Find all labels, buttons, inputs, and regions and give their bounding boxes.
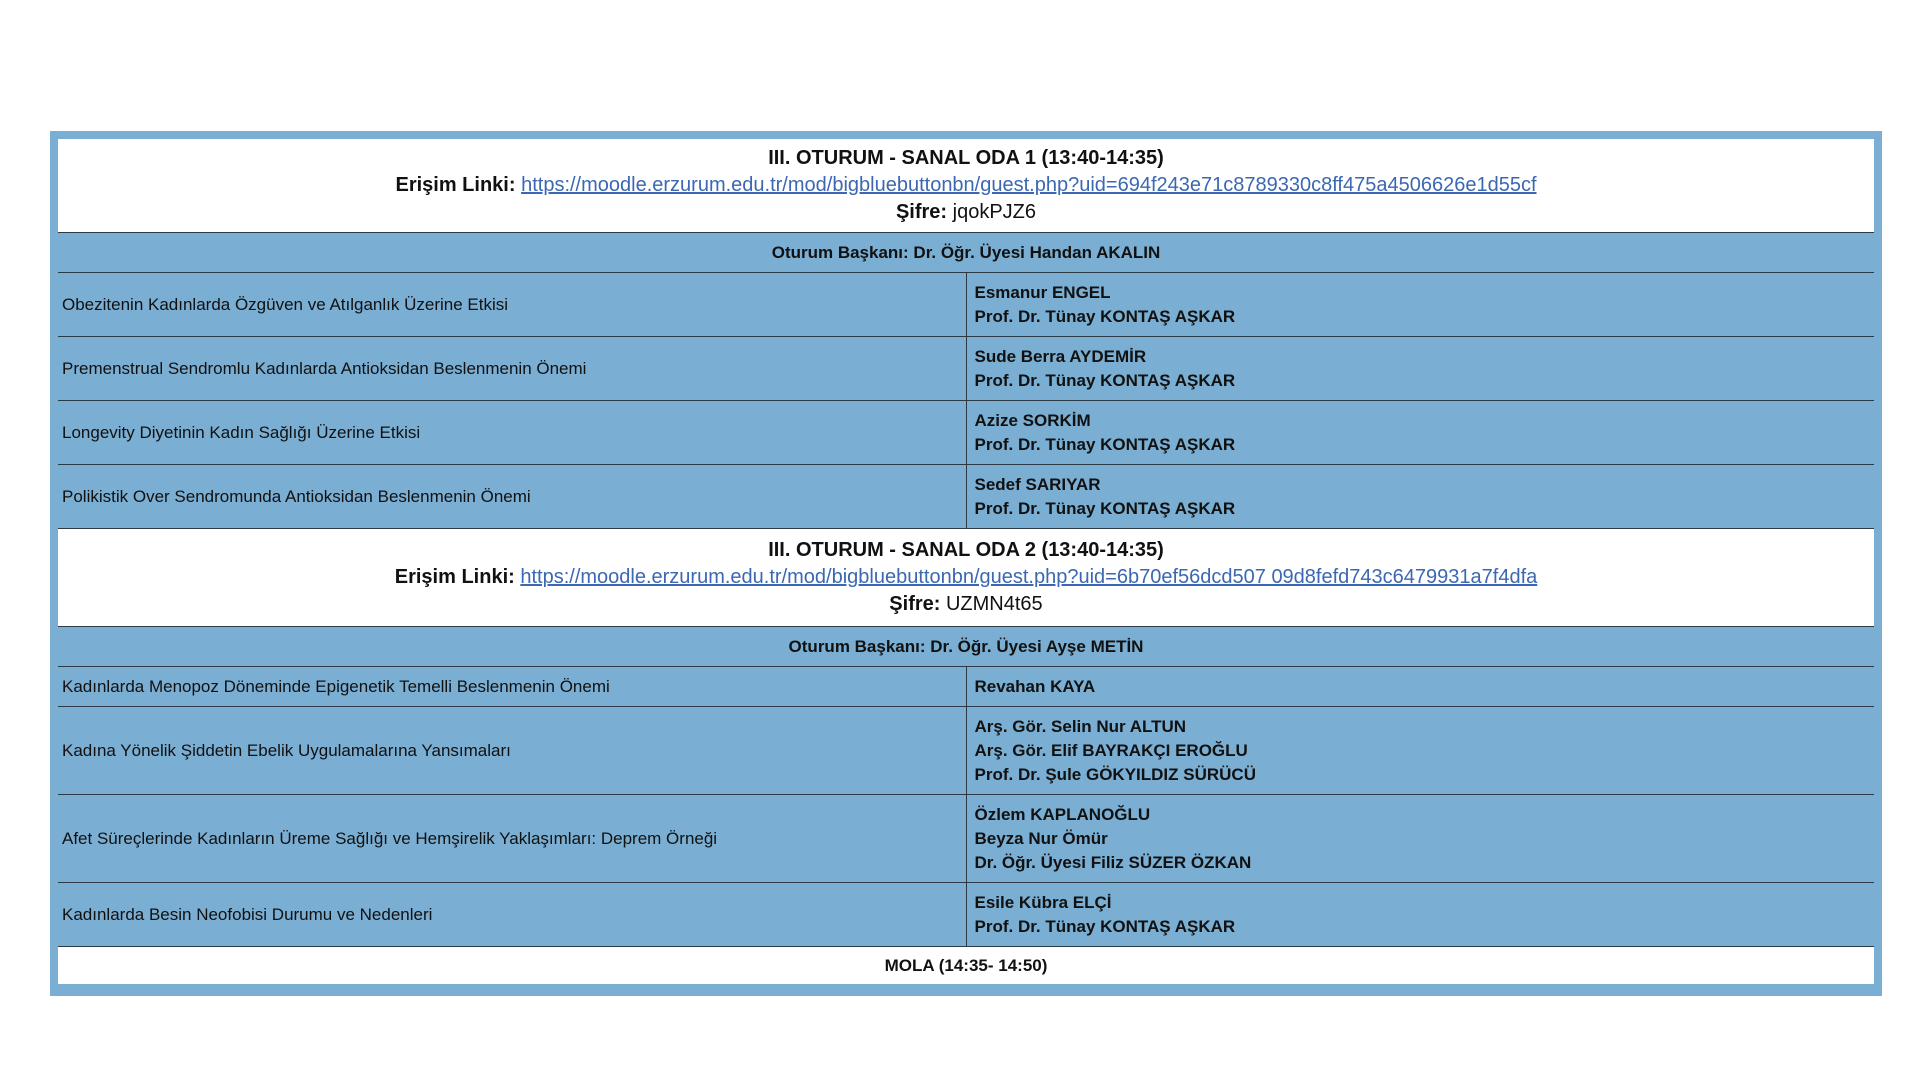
author-name: Prof. Dr. Tünay KONTAŞ AŞKAR (974, 306, 1236, 326)
presentation-authors (966, 795, 1874, 883)
presentation-topic: Polikistik Over Sendromunda Antioksidan Beslenmenin Önemi (58, 465, 966, 529)
session-title: III. OTURUM - SANAL ODA 1 (13:40-14:35) (768, 147, 1164, 169)
author-name: Özlem KAPLANOĞLU (974, 804, 1151, 824)
break-row (58, 947, 1874, 985)
password-line (58, 591, 1874, 618)
access-link[interactable]: https://moodle.erzurum.edu.tr/mod/bigbluebuttonbn/guest.php?uid=694f243e71c8789330c8ff475a4506626e1d55cf (521, 174, 1537, 196)
author-name: Prof. Dr. Şule GÖKYILDIZ SÜRÜCÜ (974, 764, 1256, 784)
program-frame (50, 131, 1882, 996)
table-row (58, 401, 1874, 465)
session-chair-row (58, 233, 1874, 273)
table-row (58, 465, 1874, 529)
session-chair: Oturum Başkanı: Dr. Öğr. Üyesi Ayşe METİN (58, 627, 1874, 667)
author-name: Revahan KAYA (974, 676, 1096, 696)
presentation-topic: Kadına Yönelik Şiddetin Ebelik Uygulamalarına Yansımaları (58, 707, 966, 795)
access-link-label: Erişim Linki: (395, 174, 516, 196)
presentation-authors (966, 883, 1874, 947)
author-name: Beyza Nur Ömür (974, 828, 1108, 848)
author-name: Esmanur ENGEL (974, 282, 1111, 302)
presentation-topic: Kadınlarda Besin Neofobisi Durumu ve Nedenleri (58, 883, 966, 947)
author-name: Esile Kübra ELÇİ (974, 892, 1112, 912)
table-row (58, 667, 1874, 707)
presentation-authors (966, 401, 1874, 465)
table-row (58, 707, 1874, 795)
table-row (58, 883, 1874, 947)
author-name: Prof. Dr. Tünay KONTAŞ AŞKAR (974, 434, 1236, 454)
author-name: Sedef SARIYAR (974, 474, 1101, 494)
author-name: Arş. Gör. Selin Nur ALTUN (974, 716, 1187, 736)
break-label: MOLA (14:35- 14:50) (58, 947, 1874, 985)
presentation-topic: Kadınlarda Menopoz Döneminde Epigenetik Temelli Beslenmenin Önemi (58, 667, 966, 707)
access-link-label: Erişim Linki: (394, 566, 515, 588)
presentation-topic: Longevity Diyetinin Kadın Sağlığı Üzerine Etkisi (58, 401, 966, 465)
presentation-authors (966, 337, 1874, 401)
password-line (58, 199, 1874, 226)
author-name: Prof. Dr. Tünay KONTAŞ AŞKAR (974, 498, 1236, 518)
presentation-topic: Obezitenin Kadınlarda Özgüven ve Atılganlık Üzerine Etkisi (58, 273, 966, 337)
author-name: Azize SORKİM (974, 410, 1091, 430)
presentation-topic: Premenstrual Sendromlu Kadınlarda Antioksidan Beslenmenin Önemi (58, 337, 966, 401)
table-row (58, 273, 1874, 337)
table-row (58, 337, 1874, 401)
access-link-line (58, 172, 1874, 199)
access-link[interactable]: https://moodle.erzurum.edu.tr/mod/bigbluebuttonbn/guest.php?uid=6b70ef56dcd507 09d8fefd743c6479931a7f4dfa (520, 566, 1538, 588)
password-label: Şifre: (889, 593, 941, 615)
presentation-topic: Afet Süreçlerinde Kadınların Üreme Sağlığı ve Hemşirelik Yaklaşımları: Deprem Örneği (58, 795, 966, 883)
presentation-authors (966, 465, 1874, 529)
session-header-2 (58, 529, 1874, 627)
presentation-authors (966, 667, 1874, 707)
presentation-authors (966, 707, 1874, 795)
presentation-authors (966, 273, 1874, 337)
session-chair-row (58, 627, 1874, 667)
author-name: Dr. Öğr. Üyesi Filiz SÜZER ÖZKAN (974, 852, 1252, 872)
session-chair: Oturum Başkanı: Dr. Öğr. Üyesi Handan AKALIN (58, 233, 1874, 273)
author-name: Prof. Dr. Tünay KONTAŞ AŞKAR (974, 916, 1236, 936)
author-name: Arş. Gör. Elif BAYRAKÇI EROĞLU (974, 740, 1248, 760)
session-header-1 (58, 139, 1874, 233)
password-value: jqokPJZ6 (952, 201, 1037, 223)
access-link-line (58, 564, 1874, 591)
password-label: Şifre: (895, 201, 948, 223)
table-row (58, 795, 1874, 883)
author-name: Sude Berra AYDEMİR (974, 346, 1147, 366)
session-title: III. OTURUM - SANAL ODA 2 (13:40-14:35) (768, 539, 1164, 561)
author-name: Prof. Dr. Tünay KONTAŞ AŞKAR (974, 370, 1236, 390)
password-value: UZMN4t65 (945, 593, 1043, 615)
session-table (58, 139, 1874, 984)
